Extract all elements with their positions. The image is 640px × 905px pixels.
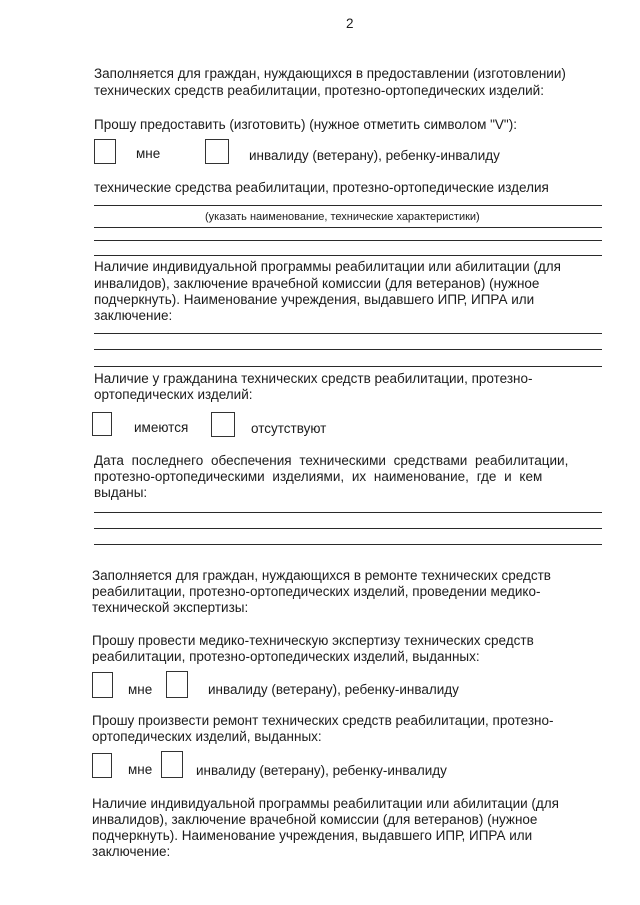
- option-me-label: мне: [136, 146, 161, 161]
- page-number: 2: [346, 16, 354, 31]
- program2-line-3: подчеркнуть). Наименование учреждения, выдавшего ИПР, ИПРА или: [92, 828, 533, 843]
- program2-line-2: инвалидов), заключение врачебной комиссии (для ветеранов) (нужное: [92, 812, 538, 827]
- date-fill-line-3[interactable]: [94, 544, 602, 545]
- checkbox-absent[interactable]: [211, 412, 235, 437]
- provide-request-text: Прошу предоставить (изготовить) (нужное отметить символом "V"):: [94, 117, 517, 132]
- option-disabled-person-label: инвалиду (ветерану), ребенку-инвалиду: [249, 148, 500, 163]
- repair-option-me-label: мне: [128, 762, 153, 777]
- program-fill-line-1[interactable]: [94, 333, 602, 334]
- repair-heading-line-3: технической экспертизы:: [92, 600, 249, 615]
- option-have-label: имеются: [134, 420, 189, 435]
- date-line-2: протезно-ортопедическими изделиями, их наименование, где и кем: [94, 469, 543, 484]
- checkbox-repair-me[interactable]: [92, 753, 112, 778]
- items-line-1[interactable]: [94, 205, 602, 206]
- items-caption: (указать наименование, технические характеристики): [205, 211, 480, 223]
- program2-line-4: заключение:: [92, 844, 171, 859]
- checkbox-repair-disabled-person[interactable]: [161, 751, 183, 778]
- items-line-3[interactable]: [94, 240, 602, 241]
- availability-line-2: ортопедических изделий:: [94, 387, 253, 402]
- checkbox-me[interactable]: [94, 139, 116, 164]
- option-absent-label: отсутствуют: [251, 421, 327, 436]
- repair-heading-line-1: Заполняется для граждан, нуждающихся в ремонте технических средств: [92, 568, 551, 583]
- items-line-4[interactable]: [94, 255, 602, 256]
- program-line-2: инвалидов), заключение врачебной комиссии (для ветеранов) (нужное: [94, 276, 540, 291]
- items-label: технические средства реабилитации, протезно-ортопедические изделия: [94, 180, 549, 195]
- date-fill-line-2[interactable]: [94, 528, 602, 529]
- expertise-option-me-label: мне: [128, 682, 153, 697]
- expertise-line-1: Прошу провести медико-техническую экспертизу технических средств: [92, 633, 534, 648]
- expertise-option-disabled-person-label: инвалиду (ветерану), ребенку-инвалиду: [208, 682, 459, 697]
- section1-heading-line-1: Заполняется для граждан, нуждающихся в предоставлении (изготовлении): [94, 66, 566, 81]
- expertise-line-2: реабилитации, протезно-ортопедических изделий, выданных:: [92, 649, 480, 664]
- availability-line-1: Наличие у гражданина технических средств реабилитации, протезно-: [94, 371, 533, 386]
- checkbox-disabled-person[interactable]: [205, 139, 229, 164]
- checkbox-expertise-me[interactable]: [92, 672, 113, 698]
- checkbox-have[interactable]: [92, 412, 112, 436]
- repair-option-disabled-person-label: инвалиду (ветерану), ребенку-инвалиду: [196, 763, 447, 778]
- repair-request-line-1: Прошу произвести ремонт технических средств реабилитации, протезно-: [92, 713, 554, 728]
- repair-heading-line-2: реабилитации, протезно-ортопедических изделий, проведении медико-: [92, 584, 541, 599]
- program-line-4: заключение:: [94, 308, 173, 323]
- items-line-2[interactable]: [94, 227, 602, 228]
- program-line-3: подчеркнуть). Наименование учреждения, выдавшего ИПР, ИПРА или: [94, 292, 535, 307]
- date-line-3: выданы:: [94, 485, 148, 500]
- checkbox-expertise-disabled-person[interactable]: [166, 671, 188, 698]
- date-fill-line-1[interactable]: [94, 512, 602, 513]
- program2-line-1: Наличие индивидуальной программы реабилитации или абилитации (для: [92, 796, 559, 811]
- program-fill-line-2[interactable]: [94, 349, 602, 350]
- program-line-1: Наличие индивидуальной программы реабилитации или абилитации (для: [94, 259, 561, 274]
- date-line-1: Дата последнего обеспечения техническими средствами реабилитации,: [94, 453, 569, 468]
- program-fill-line-3[interactable]: [94, 366, 602, 367]
- section1-heading-line-2: технических средств реабилитации, протезно-ортопедических изделий:: [94, 83, 544, 98]
- repair-request-line-2: ортопедических изделий, выданных:: [92, 729, 322, 744]
